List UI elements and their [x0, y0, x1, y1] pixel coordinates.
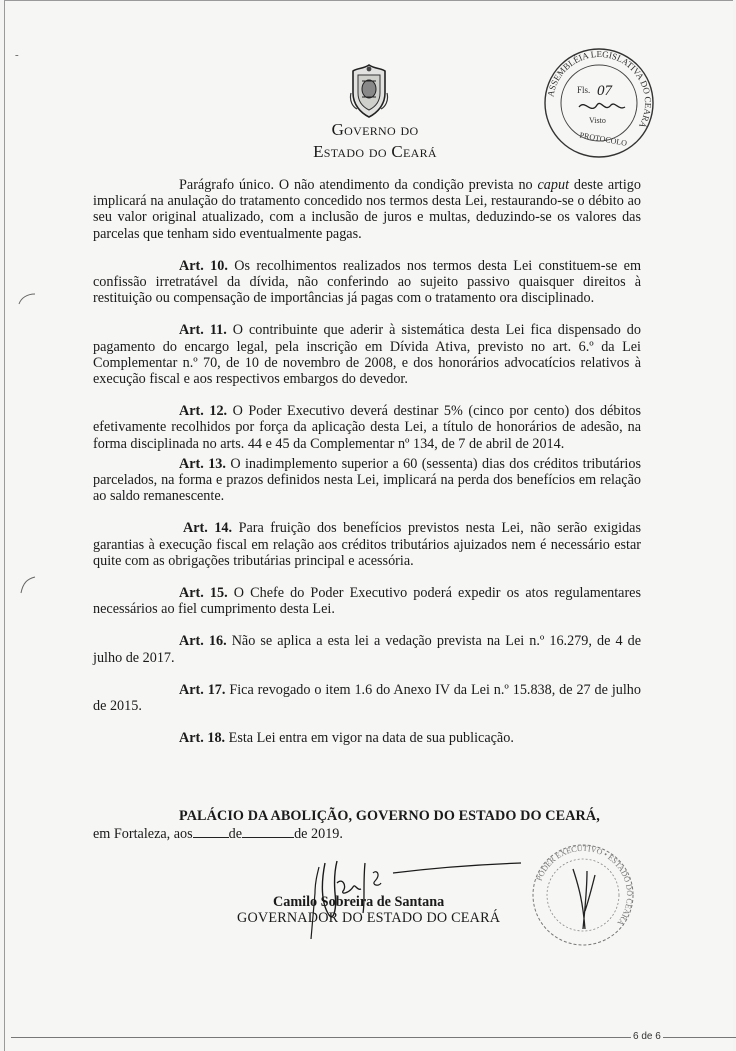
stamp-fls-value: 07 — [597, 83, 612, 99]
document-page — [4, 0, 733, 1051]
article-text: O Poder Executivo deverá destinar 5% (cinco por cento) dos débitos efetivamente recolhidos por força da aplicação desta Lei, a título de honorários de adesão, na forma disciplinada no arts. 44 e 45 da Complementar nº 134, de 7 de abril de 2014. — [93, 403, 641, 452]
article-number: Art. 15. — [179, 585, 228, 602]
closing-block — [93, 807, 641, 843]
official-seal-stamp — [525, 841, 641, 949]
margin-scribble — [15, 291, 39, 307]
article-number: Art. 13. — [179, 455, 226, 472]
article-text: O inadimplemento superior a 60 (sessenta) dias dos créditos tributários parcelados, na forma e prazos definidos nesta Lei, implicará na perda dos benefícios em relação ao saldo remanescente. — [93, 455, 641, 505]
signer-role: GOVERNADOR DO ESTADO DO CEARÁ — [237, 910, 501, 926]
article-number: Art. 14. — [183, 520, 233, 537]
month-blank — [242, 825, 294, 838]
page-number: 6 de 6 — [633, 1031, 661, 1042]
article-text: Fica revogado o item 1.6 do Anexo IV da Lei n.º 15.838, de 27 de julho de 2015. — [93, 681, 641, 715]
stamp-initials-scribble — [579, 103, 625, 108]
article-number: Art. 17. — [179, 681, 226, 698]
margin-mark: - — [15, 49, 19, 61]
article-number: Art. 11. — [179, 322, 227, 339]
signer-name: Camilo Sobreira de Santana — [273, 894, 445, 910]
header-line-1: Governo do — [331, 120, 419, 139]
article-number: Art. 12. — [179, 403, 228, 420]
stamp-ring-text: ASSEMBLÉIA LEGISLATIVA DO CEARÁ — [545, 48, 654, 130]
paragraph-text: Parágrafo único. O não atendimento da condição prevista no — [179, 177, 538, 193]
article-text: Não se aplica a esta lei a vedação prevista na Lei n.º 16.279, de 4 de julho de 2017. — [93, 633, 641, 666]
article-17 — [93, 682, 641, 714]
date-de: de — [228, 826, 243, 842]
article-number: Art. 10. — [179, 257, 228, 274]
article-11 — [93, 322, 641, 387]
footer-rule — [11, 1037, 736, 1038]
article-number: Art. 18. — [179, 730, 226, 747]
palace-line: PALÁCIO DA ABOLIÇÃO, GOVERNO DO ESTADO DO CEARÁ, — [179, 808, 600, 824]
assembly-protocol-stamp — [541, 45, 657, 161]
article-number: Art. 16. — [179, 633, 227, 650]
caput-term: caput — [537, 177, 570, 193]
article-16 — [93, 633, 641, 665]
article-13 — [93, 456, 641, 505]
paragraph-text: deste artigo implicará na anulação do tratamento concedido nos termos desta Lei, restaurando-se o débito ao seu valor original atualizado, com a inclusão de juros e multas, deduzindo-se os valores das parcelas que tenham sido eventualmente pagas. — [93, 177, 641, 242]
date-prefix: em Fortaleza, aos — [93, 826, 193, 842]
margin-scribble — [15, 573, 39, 597]
paragrafo-unico — [93, 177, 641, 242]
stamp-fls-label: Fls. — [577, 85, 591, 95]
article-14 — [93, 520, 641, 569]
date-year: de 2019. — [294, 826, 343, 842]
article-text: O contribuinte que aderir à sistemática desta Lei fica dispensado do pagamento do encargo legal, pela inscrição em Dívida Ativa, previsto no art. 6.º da Lei Complementar n.º 70, de 10 de novembro de 2008, e dos honorários advocatícios relativos à execução fiscal e aos respectivos embargos do devedor. — [93, 322, 641, 388]
article-12 — [93, 403, 641, 452]
article-15 — [93, 585, 641, 617]
stamp-visto: Visto — [589, 116, 606, 125]
header-line-2: Estado do Ceará — [313, 142, 437, 161]
stamp-protocolo: PROTOCOLO — [578, 130, 628, 148]
day-blank — [193, 825, 229, 838]
article-text: O Chefe do Poder Executivo poderá expedir os atos regulamentares necessários ao fiel cumprimento desta Lei. — [93, 585, 641, 618]
article-text: Esta Lei entra em vigor na data de sua publicação. — [225, 730, 514, 747]
article-18 — [93, 730, 641, 746]
government-header — [295, 119, 455, 163]
article-text: Para fruição dos benefícios previstos nesta Lei, não serão exigidas garantias à execução fiscal em relação aos créditos tributários ajuizados nem é necessário estar quite com as obrigações tributárias principal e acessória. — [93, 520, 641, 569]
law-articles — [93, 177, 641, 746]
seal-ring-text: PODER EXECUTIVO • ESTADO DO CEARÁ — [534, 843, 635, 928]
article-10 — [93, 258, 641, 307]
state-coat-of-arms-icon — [347, 63, 391, 119]
article-text: Os recolhimentos realizados nos termos desta Lei constituem-se em confissão irretratável da dívida, não conferindo ao sujeito passivo quaisquer direitos à restituição ou compensação de importâncias já pagas com o tratamento ora disciplinado. — [93, 257, 641, 307]
